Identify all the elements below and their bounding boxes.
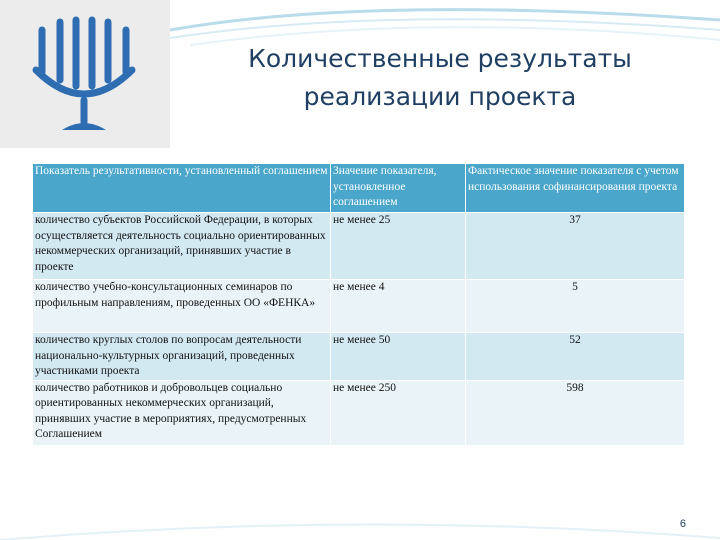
actual-cell: 598 — [466, 380, 685, 445]
target-cell: не менее 25 — [331, 213, 466, 280]
table-row — [33, 213, 685, 280]
header-indicator: Показатель результативности, установленный соглашением — [33, 164, 331, 213]
table-row — [33, 380, 685, 445]
indicator-cell: количество работников и добровольцев социально ориентированных некоммерческих организаций, принявших участие в мероприятиях, предусмотренных Соглашением — [33, 380, 331, 445]
slide-title: Количественные результаты реализации проекта — [248, 44, 632, 111]
indicator-cell: количество субъектов Российской Федерации, в которых осуществляется деятельность социально ориентированных некоммерческих организаций, принявших участие в проекте — [33, 213, 331, 280]
table-row — [33, 333, 685, 381]
actual-cell: 52 — [466, 333, 685, 381]
target-cell: не менее 4 — [331, 280, 466, 333]
header-actual: Фактическое значение показателя с учетом использования софинансирования проекта — [466, 164, 685, 213]
logo-panel — [0, 0, 170, 148]
decorative-bottom-swoosh — [0, 500, 720, 540]
actual-cell: 37 — [466, 213, 685, 280]
page-number: 6 — [679, 518, 686, 530]
indicator-cell: количество учебно-консультационных семинаров по профильным направлениям, проведенных ОО «ФЕНКА» — [33, 280, 331, 333]
indicator-cell: количество круглых столов по вопросам деятельности национально-культурных организаций, проведенных участниками проекта — [33, 333, 331, 381]
target-cell: не менее 50 — [331, 333, 466, 381]
table-row — [33, 280, 685, 333]
results-table — [32, 163, 685, 446]
fenka-menorah-logo — [0, 0, 170, 148]
table-header-row — [33, 164, 685, 213]
actual-cell: 5 — [466, 280, 685, 333]
header-target: Значение показателя, установленное соглашением — [331, 164, 466, 213]
target-cell: не менее 250 — [331, 380, 466, 445]
